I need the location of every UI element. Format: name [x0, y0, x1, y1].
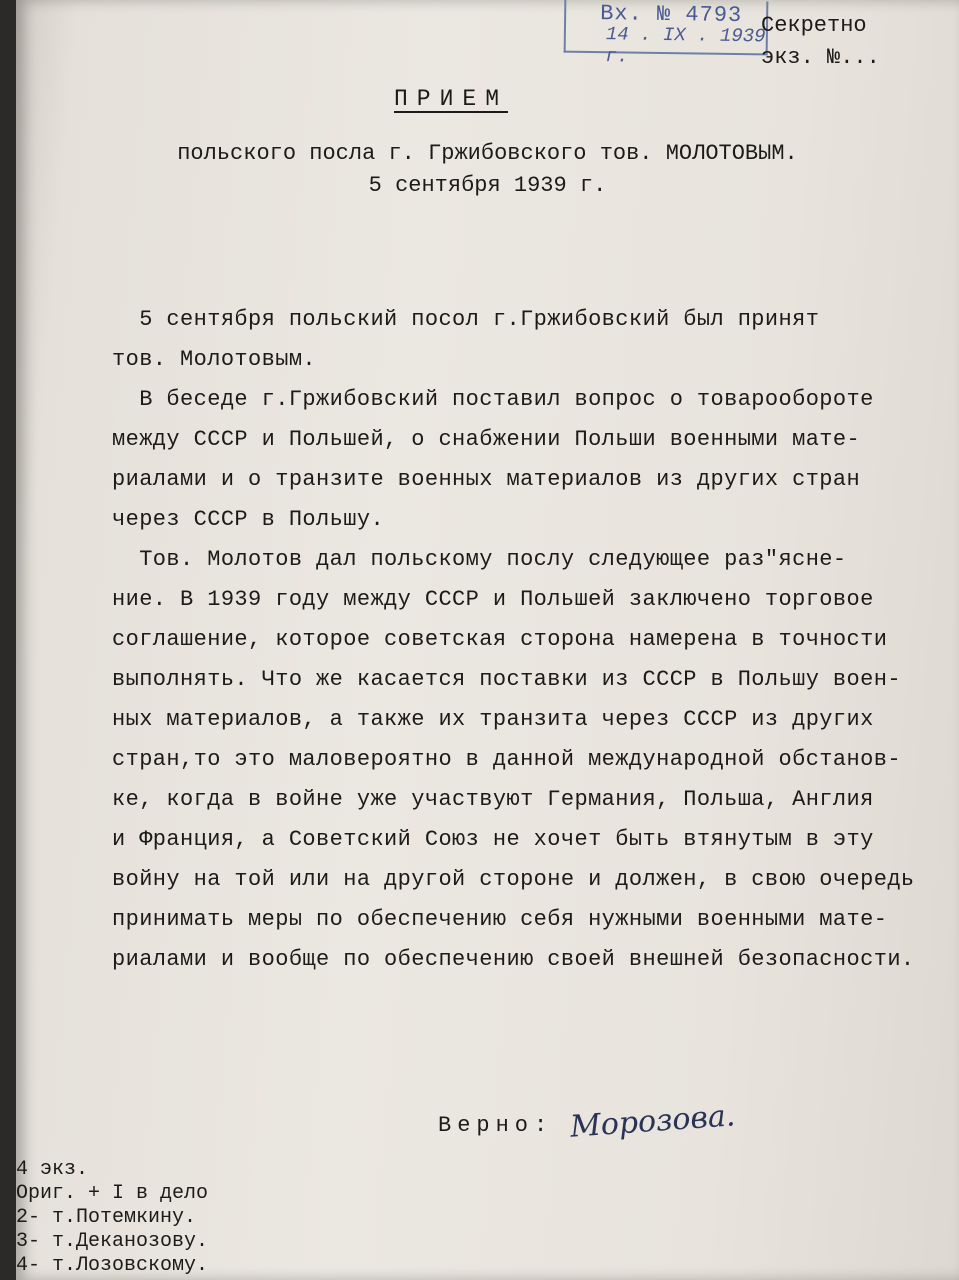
- distribution-line: 4- т.Лозовскому.: [16, 1254, 209, 1277]
- distribution-line: 3- т.Деканозову.: [16, 1230, 209, 1253]
- distribution-line: 4 экз.: [16, 1158, 89, 1181]
- handwritten-signature: Морозова.: [569, 1098, 737, 1145]
- body-line: и Франция, а Советский Союз не хочет быть втянутым в эту: [112, 827, 874, 852]
- body-line: риалами и вообще по обеспечению своей внешней безопасности.: [112, 947, 915, 972]
- body-line: между СССР и Польшей, о снабжении Польши военными мате-: [112, 427, 861, 452]
- body-line: 5 сентября польский посол г.Гржибовский был принят: [112, 307, 820, 332]
- distribution-list: [16, 1158, 208, 1278]
- subtitle-line: польского посла г. Гржибовского тов. МОЛОТОВЫМ.: [177, 141, 798, 166]
- distribution-line: 2- т.Потемкину.: [16, 1206, 197, 1229]
- registration-stamp: [564, 0, 769, 68]
- body-line: стран,то это маловероятно в данной международной обстанов-: [112, 747, 901, 772]
- body-line: соглашение, которое советская сторона намерена в точности: [112, 627, 888, 652]
- copy-number: экз. №...: [761, 45, 880, 70]
- body-line: принимать меры по обеспечению себя нужными военными мате-: [112, 907, 888, 932]
- subtitle-date: 5 сентября 1939 г.: [368, 173, 607, 198]
- body-line: ке, когда в войне уже участвуют Германия, Польша, Англия: [112, 787, 874, 812]
- body-line: ние. В 1939 году между СССР и Польшей заключено торговое: [112, 587, 874, 612]
- document-page: [16, 0, 959, 1280]
- signature-block: [438, 1098, 737, 1145]
- body-line: тов. Молотовым.: [112, 347, 317, 372]
- stamp-date: 14 . IX . 1939 г.: [605, 23, 766, 68]
- secret-label: Секретно: [761, 13, 867, 38]
- body-line: Тов. Молотов дал польскому послу следующее раз"ясне-: [112, 547, 847, 572]
- signature-label: Верно:: [438, 1113, 554, 1138]
- body-line: ных материалов, а также их транзита через СССР из других: [112, 707, 874, 732]
- body-line: через СССР в Польшу.: [112, 507, 385, 532]
- body-line: выполнять. Что же касается поставки из СССР в Польшу воен-: [112, 667, 901, 692]
- stamp-number: Вх. № 4793: [600, 1, 743, 29]
- distribution-line: Ориг. + I в дело: [16, 1182, 209, 1205]
- body-line: В беседе г.Гржибовский поставил вопрос о товарообороте: [112, 387, 874, 412]
- document-body: [112, 300, 922, 980]
- document-subtitle: [16, 138, 959, 202]
- body-line: войну на той или на другой стороне и должен, в свою очередь: [112, 867, 915, 892]
- body-line: риалами и о транзите военных материалов из других стран: [112, 467, 861, 492]
- classification-block: [761, 10, 880, 74]
- document-title: ПРИЕМ: [394, 86, 509, 112]
